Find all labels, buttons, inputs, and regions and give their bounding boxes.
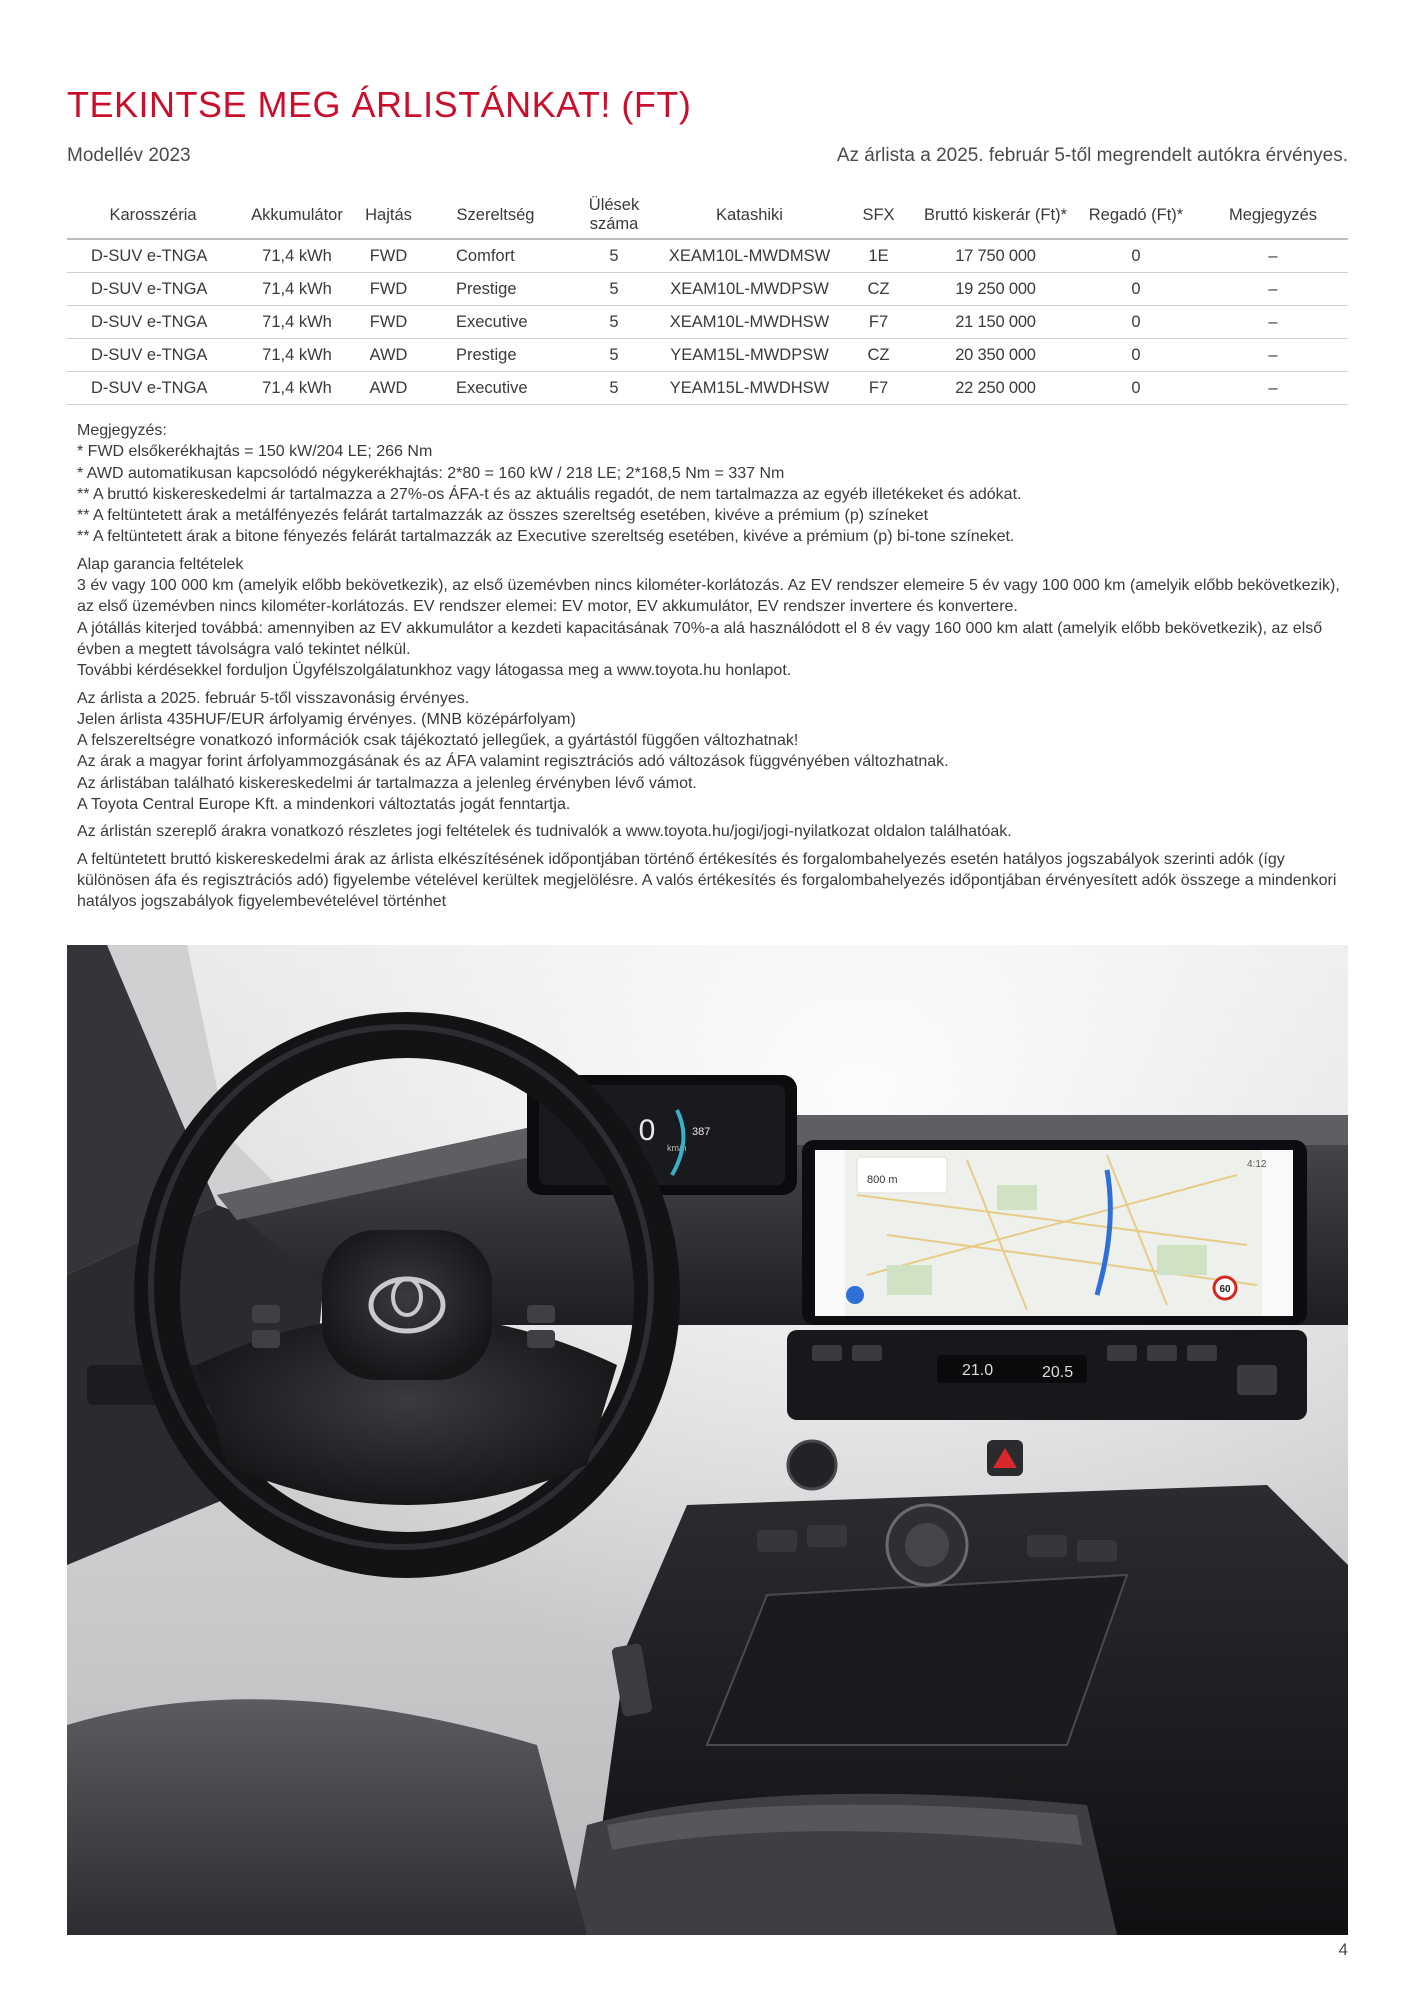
notes-paragraph: [77, 420, 1352, 548]
table-row: [67, 239, 1348, 273]
climate-right-temp: 20.5: [1042, 1364, 1074, 1381]
note-line: A feltüntetett bruttó kiskereskedelmi árak az árlista elkészítésének időpontjában történő értékesítés és forgalombahelyezés esetén hatályos jogszabályok szerinti adók (így különösen áfa és regisztrációs adó) figyelembe vételével kerültek megjelölésre. A valós értékesítés és forgalombahelyezés időpontjában érvényesített adók összege a mindenkori hatályos jogszabályok figyelembevételével történhet: [77, 850, 1337, 911]
col-header-note: Megjegyzés: [1198, 192, 1348, 239]
cell-drive: FWD: [355, 239, 422, 273]
cell-drive: FWD: [355, 306, 422, 339]
voice-assistant-icon: [846, 1286, 864, 1304]
note-line: A Toyota Central Europe Kft. a mindenkori változtatás jogát fenntartja.: [77, 796, 571, 814]
cell-drive: AWD: [355, 339, 422, 372]
cluster-speed: 0: [638, 1114, 656, 1147]
cell-note: –: [1198, 273, 1348, 306]
cell-body: D-SUV e-TNGA: [67, 339, 239, 372]
col-header-seats-line2: száma: [589, 215, 639, 233]
note-line: * AWD automatikusan kapcsolódó négykerékhajtás: 2*80 = 160 kW / 218 LE; 2*168,5 Nm = 337 Nm: [77, 464, 785, 482]
cell-body: D-SUV e-TNGA: [67, 239, 239, 273]
table-header-row: [67, 192, 1348, 239]
cell-sfx: 1E: [840, 239, 917, 273]
screen-time: 4:12: [1247, 1159, 1267, 1170]
price-table: [67, 192, 1348, 405]
cell-price: 19 250 000: [917, 273, 1074, 306]
notes-paragraph: [77, 849, 1352, 913]
note-line: ** A feltüntetett árak a metálfényezés felárát tartalmazzák az összes szereltség esetében, kivéve a prémium (p) színeket: [77, 507, 929, 525]
cell-code: XEAM10L-MWDPSW: [659, 273, 840, 306]
cell-sfx: F7: [840, 372, 917, 405]
table-row: [67, 339, 1348, 372]
cell-battery: 71,4 kWh: [239, 339, 355, 372]
cell-drive: FWD: [355, 273, 422, 306]
cell-trim: Executive: [422, 372, 569, 405]
infotainment-screen: [802, 1140, 1307, 1325]
note-line: Az árlistában található kiskereskedelmi ár tartalmazza a jelenleg érvényben lévő vámot.: [77, 774, 697, 792]
cell-note: –: [1198, 339, 1348, 372]
cell-code: YEAM15L-MWDPSW: [659, 339, 840, 372]
cell-code: XEAM10L-MWDHSW: [659, 306, 840, 339]
cell-code: XEAM10L-MWDMSW: [659, 239, 840, 273]
note-line: Jelen árlista 435HUF/EUR árfolyamig érvényes. (MNB középárfolyam): [77, 710, 576, 728]
notes-paragraph: [77, 821, 1352, 842]
note-line: A felszereltségre vonatkozó információk csak tájékoztató jellegűek, a gyártástól függően változhatnak!: [77, 732, 799, 750]
cell-trim: Comfort: [422, 239, 569, 273]
note-line: 3 év vagy 100 000 km (amelyik előbb bekövetkezik), az első üzemévben nincs kilométer-korlátozás. Az EV rendszer elemeire 5 év vagy 100 000 km (amelyik előbb bekövetkezik), az első üzemévben nincs kilométer-korlátozás. EV rendszer elemei: EV motor, EV akkumulátor, EV rendszer invertere és konvertere.: [77, 577, 1340, 616]
cell-battery: 71,4 kWh: [239, 239, 355, 273]
cell-code: YEAM15L-MWDHSW: [659, 372, 840, 405]
table-row: [67, 306, 1348, 339]
cell-price: 20 350 000: [917, 339, 1074, 372]
cell-sfx: F7: [840, 306, 917, 339]
note-line: Az árlista a 2025. február 5-től visszavonásig érvényes.: [77, 689, 470, 707]
note-line: További kérdésekkel forduljon Ügyfélszolgálatunkhoz vagy látogassa meg a www.toyota.hu honlapot.: [77, 662, 792, 680]
notes-block: [77, 420, 1352, 919]
col-header-seats: [569, 192, 659, 239]
cell-drive: AWD: [355, 372, 422, 405]
cell-note: –: [1198, 372, 1348, 405]
cell-body: D-SUV e-TNGA: [67, 372, 239, 405]
climate-left-temp: 21.0: [962, 1362, 994, 1379]
cell-seats: 5: [569, 339, 659, 372]
note-line: Az árak a magyar forint árfolyammozgásának és az ÁFA valamint regisztrációs adó változások függvényében változhatnak.: [77, 753, 949, 771]
cell-seats: 5: [569, 273, 659, 306]
col-header-price: Bruttó kiskerár (Ft)*: [917, 192, 1074, 239]
col-header-drive: Hajtás: [355, 192, 422, 239]
cell-note: –: [1198, 239, 1348, 273]
note-line: ** A bruttó kiskereskedelmi ár tartalmazza a 27%-os ÁFA-t és az aktuális regadót, de nem tartalmazza az egyéb illetékeket és adókat.: [77, 485, 1022, 503]
col-header-tax: Regadó (Ft)*: [1074, 192, 1198, 239]
cluster-unit: km/h: [667, 1143, 687, 1153]
interior-photo: [67, 945, 1348, 1935]
notes-paragraph: [77, 554, 1352, 682]
note-line: Alap garancia feltételek: [77, 555, 244, 573]
note-line: Az árlistán szereplő árakra vonatkozó részletes jogi feltételek és tudnivalók a www.toyota.hu/jogi/jogi-nyilatkozat oldalon találhatóak.: [77, 823, 1012, 841]
col-header-sfx: SFX: [840, 192, 917, 239]
cell-battery: 71,4 kWh: [239, 306, 355, 339]
cell-price: 21 150 000: [917, 306, 1074, 339]
cell-tax: 0: [1074, 239, 1198, 273]
cell-seats: 5: [569, 306, 659, 339]
cell-price: 17 750 000: [917, 239, 1074, 273]
cell-sfx: CZ: [840, 273, 917, 306]
note-line: ** A feltüntetett árak a bitone fényezés felárát tartalmazzák az Executive szereltség esetében, kivéve a prémium (p) bi-tone színeket.: [77, 528, 1015, 546]
climate-panel: [787, 1330, 1307, 1420]
cell-sfx: CZ: [840, 339, 917, 372]
col-header-body: Karosszéria: [67, 192, 239, 239]
table-row: [67, 372, 1348, 405]
validity-note: Az árlista a 2025. február 5-től megrendelt autókra érvényes.: [836, 145, 1348, 166]
cell-body: D-SUV e-TNGA: [67, 273, 239, 306]
cell-battery: 71,4 kWh: [239, 273, 355, 306]
table-row: [67, 273, 1348, 306]
cell-price: 22 250 000: [917, 372, 1074, 405]
model-year: Modellév 2023: [67, 145, 191, 166]
power-button: [788, 1441, 836, 1489]
cell-battery: 71,4 kWh: [239, 372, 355, 405]
page-title: TEKINTSE MEG ÁRLISTÁNKAT! (FT): [67, 84, 692, 125]
page-number: 4: [1338, 1940, 1348, 1959]
cell-body: D-SUV e-TNGA: [67, 306, 239, 339]
cell-tax: 0: [1074, 273, 1198, 306]
note-line: Megjegyzés:: [77, 422, 167, 439]
cell-seats: 5: [569, 372, 659, 405]
col-header-code: Katashiki: [659, 192, 840, 239]
cell-note: –: [1198, 306, 1348, 339]
screen-distance: 800 m: [867, 1174, 898, 1186]
cell-trim: Prestige: [422, 273, 569, 306]
note-line: * FWD elsőkerékhajtás = 150 kW/204 LE; 266 Nm: [77, 443, 433, 461]
col-header-seats-line1: Ülések: [588, 196, 640, 214]
speed-limit-value: 60: [1219, 1284, 1231, 1295]
cluster-range: 387: [692, 1126, 711, 1138]
cell-tax: 0: [1074, 306, 1198, 339]
cell-seats: 5: [569, 239, 659, 273]
cell-tax: 0: [1074, 339, 1198, 372]
wireless-charger: [707, 1575, 1127, 1745]
cell-trim: Prestige: [422, 339, 569, 372]
notes-paragraph: [77, 688, 1352, 816]
col-header-battery: Akkumulátor: [239, 192, 355, 239]
cell-tax: 0: [1074, 372, 1198, 405]
col-header-trim: Szereltség: [422, 192, 569, 239]
cell-trim: Executive: [422, 306, 569, 339]
note-line: A jótállás kiterjed továbbá: amennyiben az EV akkumulátor a kezdeti kapacitásának 70%-a alá használódott el 8 év vagy 160 000 km alatt (amelyik előbb bekövetkezik), az első évben a megtett távolságra való tekintet nélkül.: [77, 619, 1323, 658]
